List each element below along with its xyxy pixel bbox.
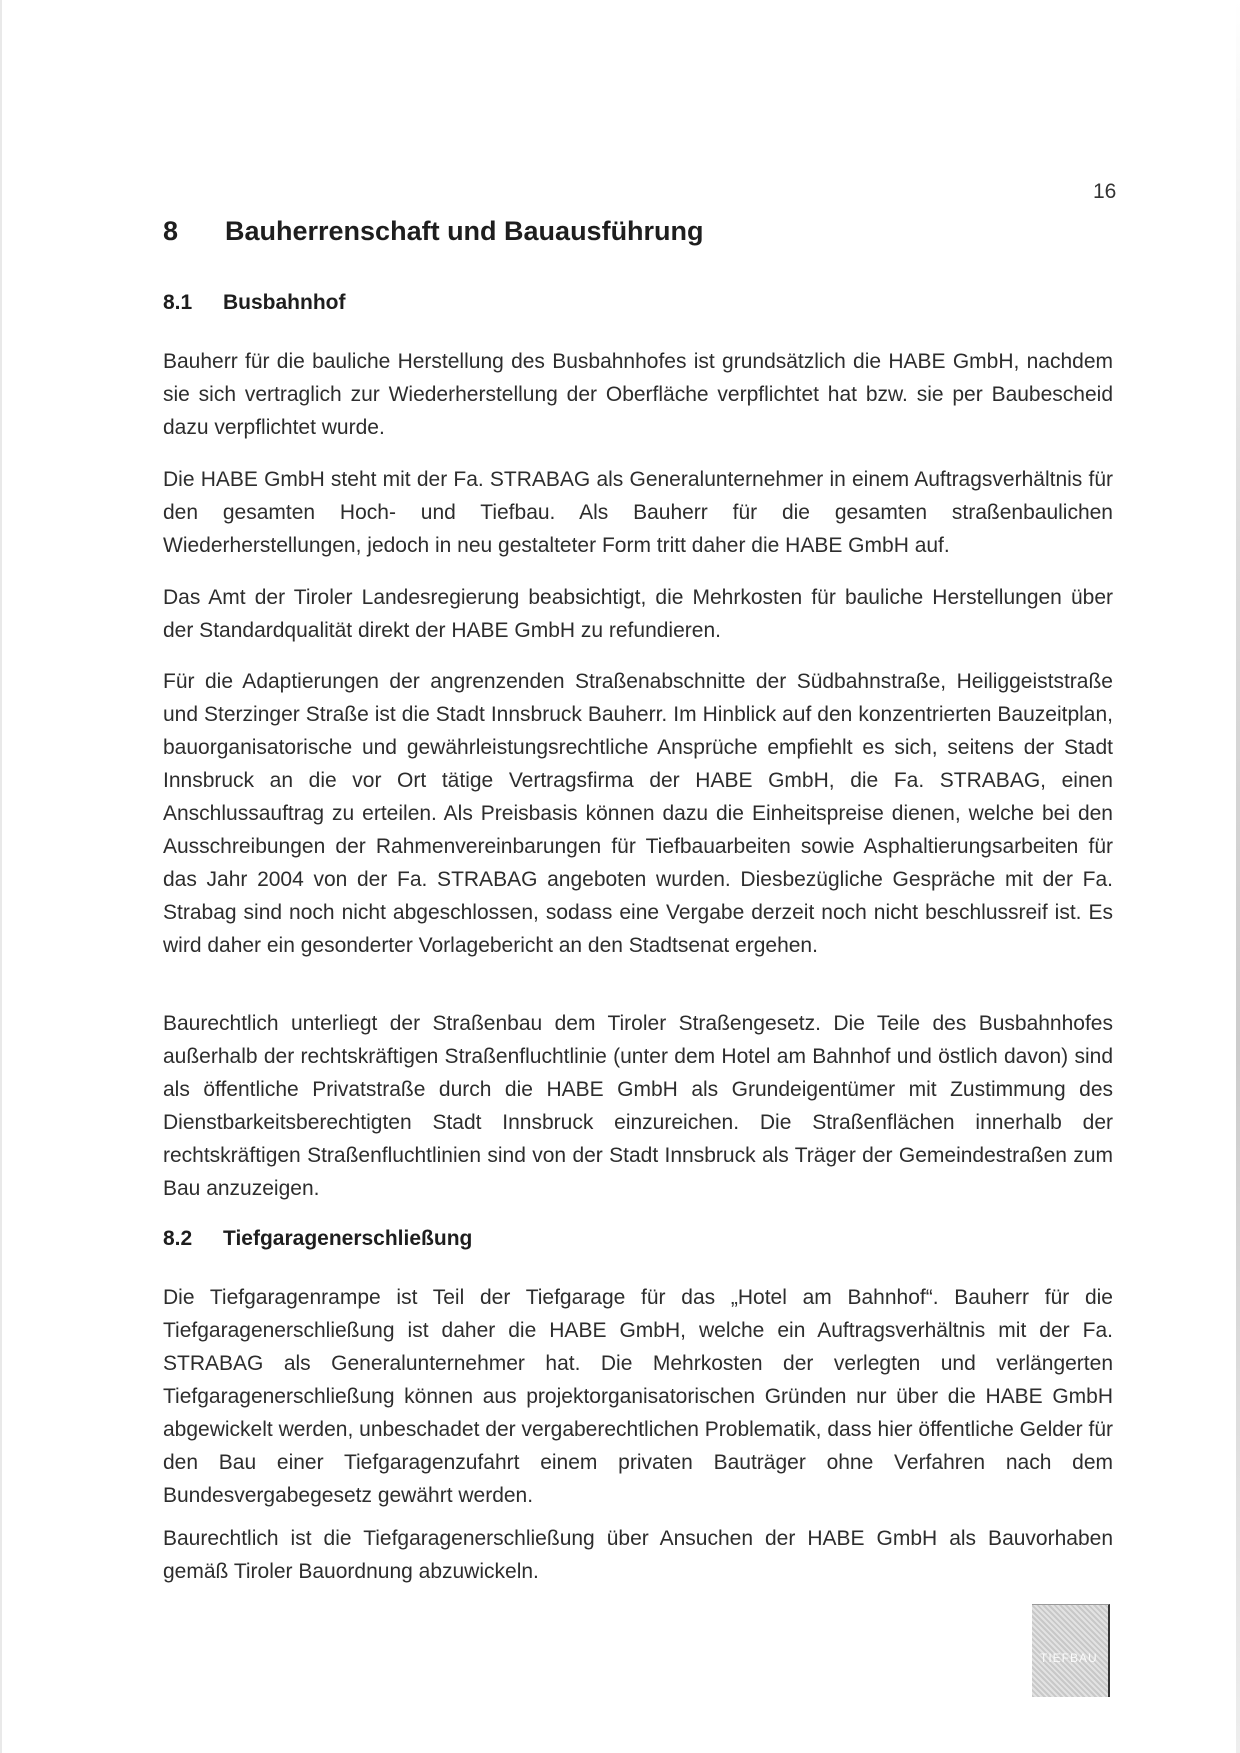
- scan-left-edge: [0, 0, 2, 1753]
- paragraph: Die HABE GmbH steht mit der Fa. STRABAG als Generalunternehmer in einem Auftragsverhältnis für den gesamten Hoch- und Tiefbau. Als Bauherr für die gesamten straßenbaulichen Wiederherstellungen, jedoch in neu gestalteter Form tritt daher die HABE GmbH auf.: [163, 468, 1113, 557]
- chapter-title: Bauherrenschaft und Bauausführung: [225, 216, 704, 246]
- section-heading-busbahnhof: [163, 291, 345, 315]
- paragraph: Baurechtlich ist die Tiefgaragenerschließung über Ansuchen der HABE GmbH als Bauvorhaben gemäß Tiroler Bauordnung abzuwickeln.: [163, 1527, 1113, 1583]
- scan-right-edge: [1236, 0, 1240, 1753]
- paragraph: Die Tiefgaragenrampe ist Teil der Tiefgarage für das „Hotel am Bahnhof“. Bauherr für die Tiefgaragenerschließung ist daher die HABE GmbH, welche ein Auftragsverhältnis mit der Fa. STRABAG als Generalunternehmer hat. Die Mehrkosten der verlegten und verlängerten Tiefgaragenerschließung können aus projektorganisatorischen Gründen nur über die HABE GmbH abgewickelt werden, unbeschadet der vergaberechtlichen Problematik, dass hier öffentliche Gelder für den Bau einer Tiefgaragenzufahrt einem privaten Bauträger ohne Verfahren nach dem Bundesvergabegesetz gewährt werden.: [163, 1286, 1113, 1507]
- section-title: Tiefgaragenerschließung: [223, 1227, 473, 1250]
- stamp-text: TIEFBAU: [1040, 1651, 1098, 1665]
- paragraph: Bauherr für die bauliche Herstellung des Busbahnhofes ist grundsätzlich die HABE GmbH, nachdem sie sich vertraglich zur Wiederherstellung der Oberfläche verpflichtet hat bzw. sie per Baubescheid dazu verpflichtet wurde.: [163, 350, 1113, 439]
- paragraph: Für die Adaptierungen der angrenzenden Straßenabschnitte der Südbahnstraße, Heiliggeiststraße und Sterzinger Straße ist die Stadt Innsbruck Bauherr. Im Hinblick auf den konzentrierten Bauzeitplan, bauorganisatorische und gewährleistungsrechtliche Ansprüche empfiehlt es sich, seitens der Stadt Innsbruck an die vor Ort tätige Vertragsfirma der HABE GmbH, die Fa. STRABAG, einen Anschlussauftrag zu erteilen. Als Preisbasis können dazu die Einheitspreise dienen, welche bei den Ausschreibungen der Rahmenvereinbarungen für Tiefbauarbeiten sowie Asphaltierungsarbeiten für das Jahr 2004 von der Fa. STRABAG angeboten wurden. Diesbezügliche Gespräche mit der Fa. Strabag sind noch nicht abgeschlossen, sodass eine Vergabe derzeit noch nicht beschlussreif ist. Es wird daher ein gesonderter Vorlagebericht an den Stadtsenat ergehen.: [163, 670, 1113, 957]
- section-title: Busbahnhof: [223, 291, 346, 314]
- paragraph: Baurechtlich unterliegt der Straßenbau dem Tiroler Straßengesetz. Die Teile des Busbahnhofes außerhalb der rechtskräftigen Straßenfluchtlinie (unter dem Hotel am Bahnhof und östlich davon) sind als öffentliche Privatstraße durch die HABE GmbH als Grundeigentümer mit Zustimmung des Dienstbarkeitsberechtigten Stadt Innsbruck einzureichen. Die Straßenflächen innerhalb der rechtskräftigen Straßenfluchtlinien sind von der Stadt Innsbruck als Träger der Gemeindestraßen zum Bau anzuzeigen.: [163, 1012, 1113, 1200]
- tiefbau-stamp: [1032, 1604, 1110, 1697]
- section-heading-tiefgarage: [163, 1227, 472, 1251]
- page-number: 16: [1093, 180, 1117, 203]
- section-number: 8.1: [163, 291, 193, 314]
- chapter-heading: [163, 216, 704, 247]
- section-number: 8.2: [163, 1227, 193, 1250]
- chapter-number: 8: [163, 216, 179, 246]
- paragraph: Das Amt der Tiroler Landesregierung beabsichtigt, die Mehrkosten für bauliche Herstellungen über der Standardqualität direkt der HABE GmbH zu refundieren.: [163, 586, 1113, 642]
